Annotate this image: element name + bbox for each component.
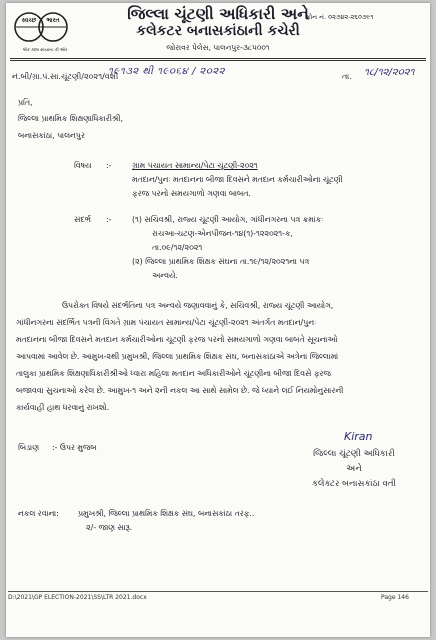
document-page [6, 3, 430, 637]
signature-block [284, 447, 424, 492]
footer-page-number: Page 146 [381, 594, 409, 601]
subject-label: વિષય [74, 161, 92, 170]
reference-2-line1: (૨) જિલ્લા પ્રાથમિક શિક્ષક સંઘના તા.૧૯/૧૨/૨૦૨૧ના પત્ર [132, 257, 310, 266]
reference-1-line3: તા.૦૯/૧૨/૨૦૨૧ [152, 243, 203, 252]
body-line-5: તાલુકા પ્રાથમિક શિક્ષણાધિકારીશ્રીઓ ધ્વારા મહિલા મતદાન અધિકારીઓને ચૂંટણીના બીજા દિવસે ફરજ [16, 369, 331, 378]
signature-handwritten: Kiran [344, 430, 373, 443]
signature-line2: અને [346, 464, 362, 474]
reference-label: સંદર્ભ [74, 215, 91, 224]
body-line-1: ઉપરોક્ત વિષયે સંદર્ભતિના પત્ર અન્વયે જણાવવાનું કે, સચિવશ્રી, રાજ્ય ચૂંટણી આયોગ, [62, 301, 334, 310]
subject-line2: મતદાન/પુનઃ મતદાનના બીજા દિવસને મતદાન કર્મચારીઓના ચૂંટણી [132, 175, 343, 184]
footer-file-path: D:\2021\GP ELECTION-2021\SS\LTR 2021.docx [8, 594, 147, 601]
logo-caption: એક કદમ સ્વચ્છતા કી ઓર [22, 47, 68, 52]
office-title-line2: કલેકટર બનાસકાંઠાની કચેરી [136, 23, 300, 39]
subject-line3: ફરજ પરનો સમયગાળો ગણવા બાબત. [132, 189, 251, 198]
reference-number-handwritten: ૧૯૧૩૨ થી ૧૯૦૬૪ / ૨૦૨૨ [108, 66, 226, 77]
signature-line1: જિલ્લા ચૂંટણી અધિકારી [313, 449, 395, 459]
copy-label: નકલ રવાના: [18, 509, 59, 518]
header-rule-top [10, 58, 426, 59]
reference-1-line2: રાચઆ-ચટણ-એનપીજન-૧૪(૧)-૧૨૨૦૨૧-ક, [152, 229, 293, 238]
body-line-3: મતદાનના બીજા દિવસને મતદાન કર્મચારીઓના ચૂંટણી ફરજ પરનો સમયગાળો ગણવા બાબતે સૂચનાઓ [16, 335, 338, 344]
logo-text-1: સ્વચ્છ [21, 17, 37, 24]
copy-line2: ૨/- જાણ સારૂ. [86, 523, 133, 532]
to-place: બનાસકાંઠા, પાલનપુર [18, 131, 85, 140]
reference-2-line2: અન્વયે. [152, 271, 178, 280]
reference-number: નં.બી/ગ્રા.પં.સા.ચૂંટણી/૨૦૨૧/વશી [12, 72, 119, 81]
office-title-line1: જિલ્લા ચૂંટણી અધિકારી અને [127, 5, 309, 23]
footer-rule [8, 591, 428, 592]
office-phone: ફોન નં. ૦૨૭૪૨-૨૬૦૭૯૧ [306, 13, 374, 21]
date-label: તા. [342, 72, 352, 81]
logo-text-2: ભારત [46, 17, 60, 24]
to-officer: જિલ્લા પ્રાથમિક શિક્ષણાધિકારીશ્રી, [18, 114, 123, 123]
date-value-handwritten: ૧૮/૧૨/૨૦૨૧ [364, 67, 415, 78]
subject-line1: ગ્રામ પંચાયત સામાન્ય/પેટા ચૂંટણી-૨૦૨૧ [132, 161, 258, 170]
enclosure-label: બિડાણ [18, 443, 40, 452]
body-line-4: આપવામાં આવેલ છે. આમુખ-૨થી પ્રમુખશ્રી, જિલ્લા પ્રાથમિક શિક્ષક સંઘ, બનાસકાંઠાએ અત્રેના જિલ્લામાં [16, 352, 339, 361]
header-rule-bottom [10, 60, 426, 61]
body-line-6: બજાવવા સુચનાઓ કરેલ છે. આમુખ-૧ અને ૨ની નકલ આ સાથે સામેલ છે. જે ધ્યાને લઈ નિયમોનુસારની [16, 386, 344, 395]
body-line-2: ગાંધીનગરના સંદર્ભિત પત્રની વિગતે ગ્રામ પંચાયત સામાન્ય/પેટા ચૂંટણી-૨૦૨૧ અંતર્ગત મતદાન/પુનઃ [16, 318, 317, 327]
subject-colon: :- [106, 161, 112, 170]
office-address: જોરાવર પેલેસ, પાલનપુર-૩૮૫૦૦૧ [166, 43, 270, 52]
body-paragraph [16, 297, 420, 416]
to-salutation: પ્રતિ, [18, 98, 33, 107]
reference-1-line1: (૧) સચિવશ્રી, રાજ્ય ચૂંટણી આયોગ, ગાંધીનગરના પત્ર ક્રમાંકઃ [132, 215, 324, 224]
body-line-7: કાર્યવાહી હાથ ધરવાનું રાખશો. [16, 403, 110, 412]
signature-line3: કલેક્ટર બનાસકાંઠા વતી [311, 479, 397, 489]
copy-line1: પ્રમુખશ્રી, જિલ્લા પ્રાથમિક શિક્ષક સંઘ, બનાસકાંઠા તરફ.. [78, 509, 255, 518]
reference-colon: :- [106, 215, 112, 224]
enclosure-value: :- ઉપર મુજબ [52, 443, 97, 452]
